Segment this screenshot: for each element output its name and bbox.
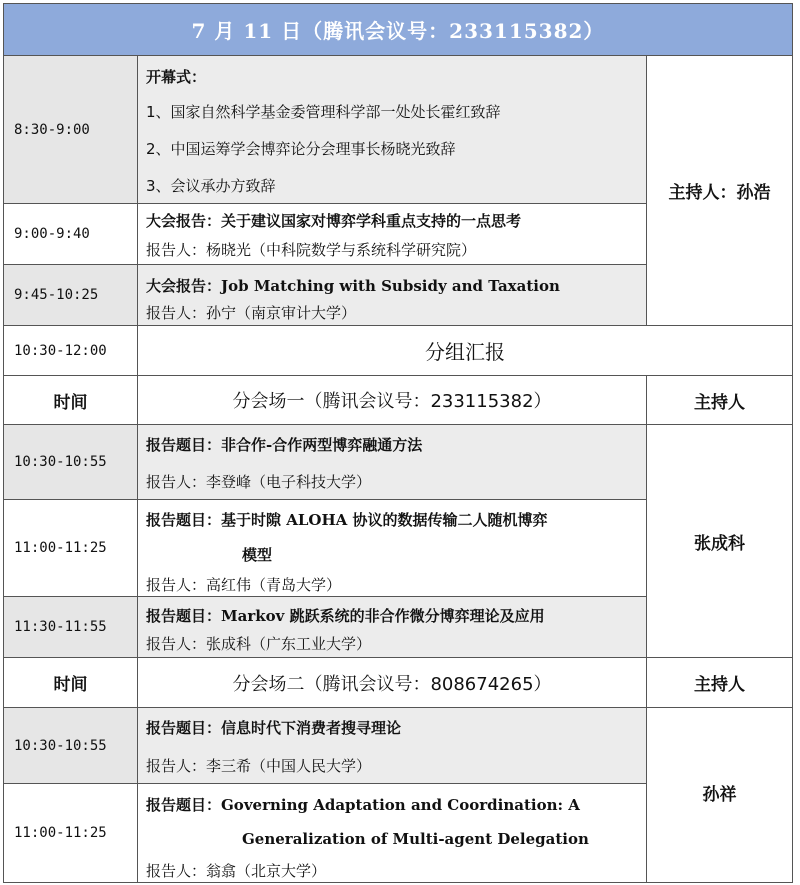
speaker: 报告人：孙宁（南京审计大学） <box>146 304 357 322</box>
talk-title-continued: Generalization of Multi-agent Delegation <box>242 830 589 848</box>
talk-cell <box>138 597 647 658</box>
time-cell: 10:30-12:00 <box>3 326 138 376</box>
talk-title: 大会报告：关于建议国家对博弈学科重点支持的一点思考 <box>146 212 522 230</box>
talk-title-continued: 模型 <box>242 546 273 564</box>
speaker: 报告人：李登峰（电子科技大学） <box>146 473 372 491</box>
talk-title: 报告题目：Markov 跳跃系统的非合作微分博弈理论及应用 <box>146 607 545 625</box>
opening-heading: 开幕式： <box>146 68 207 86</box>
opening-item: 3、会议承办方致辞 <box>146 177 276 195</box>
speaker: 报告人：杨晓光（中科院数学与系统科学研究院） <box>146 241 477 259</box>
time-cell: 10:30-10:55 <box>3 708 138 784</box>
keynote-cell <box>138 204 647 265</box>
opening-item: 2、中国运筹学会博弈论分会理事长杨晓光致辞 <box>146 140 456 158</box>
talk-cell <box>138 500 647 597</box>
time-column-header: 时间 <box>3 658 138 708</box>
morning-host: 主持人：孙浩 <box>647 56 793 326</box>
host-column-header: 主持人 <box>647 658 793 708</box>
session2-host: 孙祥 <box>647 708 793 883</box>
talk-title: 报告题目：Governing Adaptation and Coordination: A <box>146 796 580 814</box>
session-title: 分会场一（腾讯会议号：233115382） <box>138 376 647 425</box>
talk-title: 报告题目：信息时代下消费者搜寻理论 <box>146 719 402 737</box>
session1-host: 张成科 <box>647 425 793 658</box>
speaker: 报告人：张成科（广东工业大学） <box>146 635 372 653</box>
time-cell: 11:00-11:25 <box>3 500 138 597</box>
speaker: 报告人：高红伟（青岛大学） <box>146 576 342 594</box>
schedule-table <box>3 3 793 883</box>
talk-cell <box>138 784 647 883</box>
time-column-header: 时间 <box>3 376 138 425</box>
time-cell: 8:30-9:00 <box>3 56 138 204</box>
talk-title: 报告题目：基于时隙 ALOHA 协议的数据传输二人随机博弈 <box>146 511 548 529</box>
time-cell: 11:30-11:55 <box>3 597 138 658</box>
time-cell: 9:00-9:40 <box>3 204 138 265</box>
group-report-heading: 分组汇报 <box>138 326 793 376</box>
speaker: 报告人：翁翕（北京大学） <box>146 862 327 880</box>
talk-title: 大会报告：Job Matching with Subsidy and Taxation <box>146 277 560 295</box>
time-cell: 11:00-11:25 <box>3 784 138 883</box>
time-cell: 10:30-10:55 <box>3 425 138 500</box>
talk-title: 报告题目：非合作-合作两型博弈融通方法 <box>146 436 423 454</box>
time-cell: 9:45-10:25 <box>3 265 138 326</box>
speaker: 报告人：李三希（中国人民大学） <box>146 757 372 775</box>
opening-ceremony-cell <box>138 56 647 204</box>
talk-cell <box>138 425 647 500</box>
host-column-header: 主持人 <box>647 376 793 425</box>
talk-cell <box>138 708 647 784</box>
keynote-cell <box>138 265 647 326</box>
opening-item: 1、国家自然科学基金委管理科学部一处处长霍红致辞 <box>146 103 501 121</box>
day-title: 7 月 11 日（腾讯会议号：233115382） <box>3 3 793 56</box>
session-title: 分会场二（腾讯会议号：808674265） <box>138 658 647 708</box>
